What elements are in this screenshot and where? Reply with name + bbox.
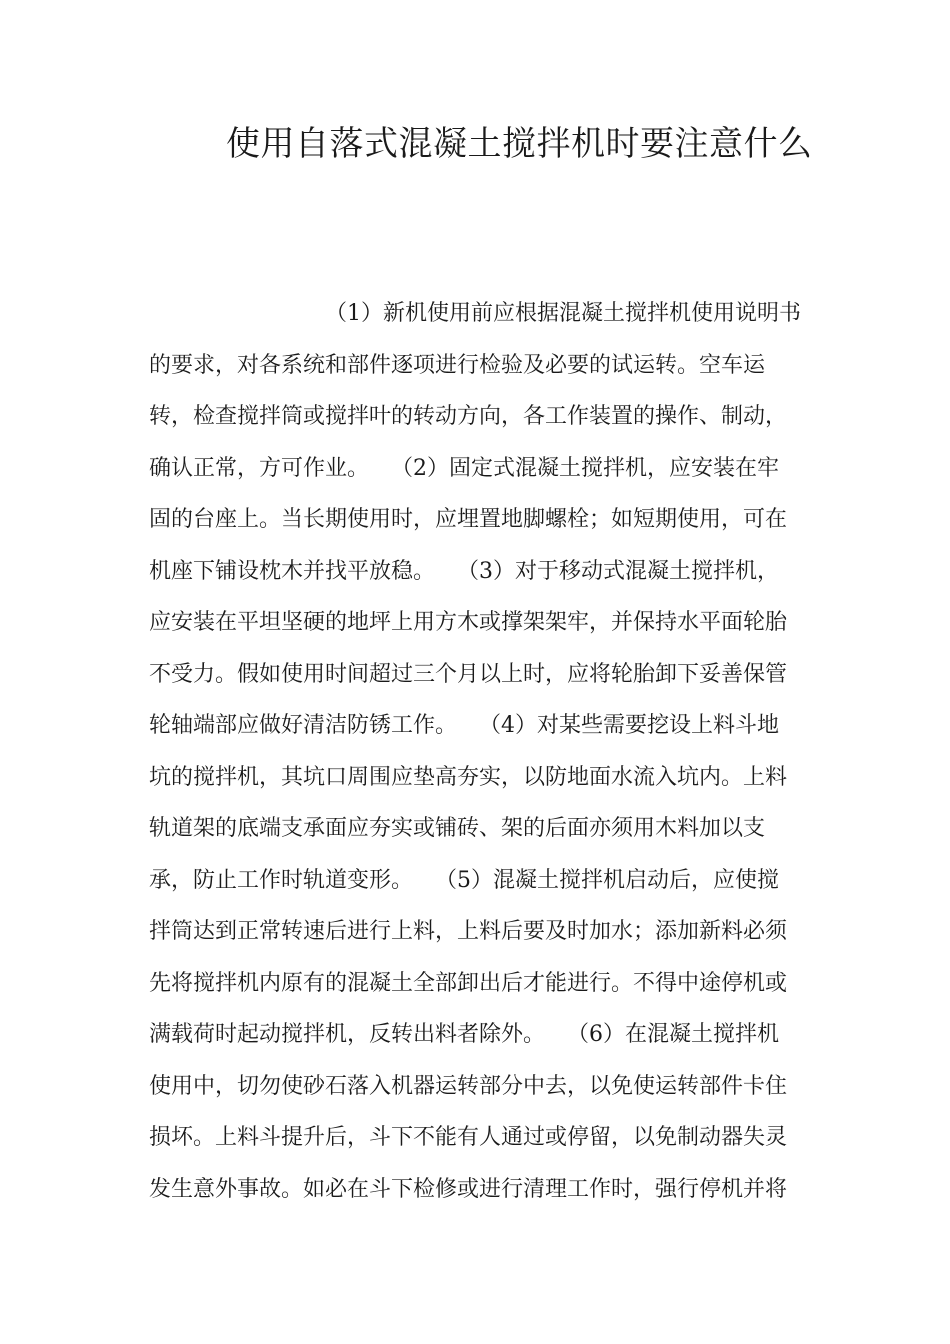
body-line: 发生意外事故。如必在斗下检修或进行清理工作时，强行停机并将 (149, 1176, 788, 1202)
body-line: 损坏。上料斗提升后，斗下不能有人通过或停留，以免制动器失灵 (149, 1125, 788, 1150)
body-line: 先将搅拌机内原有的混凝土全部卸出后才能进行。不得中途停机或 (149, 970, 788, 996)
document-body (149, 288, 809, 1215)
body-line: 坑的搅拌机，其坑口周围应垫高夯实，以防地面水流入坑内。上料 (149, 764, 788, 790)
body-line: 机座下铺设枕木并找平放稳。 （3）对于移动式混凝土搅拌机， (149, 558, 779, 584)
body-line: 确认正常，方可作业。 （2）固定式混凝土搅拌机，应安装在牢 (149, 455, 779, 481)
body-line: 满载荷时起动搅拌机，反转出料者除外。 （6）在混凝土搅拌机 (149, 1022, 779, 1047)
body-line: 转，检查搅拌筒或搅拌叶的转动方向，各工作装置的操作、制动， (149, 404, 788, 429)
body-line: 轨道架的底端支承面应夯实或铺砖、架的后面亦须用木料加以支 (149, 816, 766, 841)
body-line: 固的台座上。当长期使用时，应埋置地脚螺栓；如短期使用，可在 (149, 507, 788, 532)
body-line: （1）新机使用前应根据混凝土搅拌机使用说明书 (325, 301, 801, 326)
body-line: 承，防止工作时轨道变形。 （5）混凝土搅拌机启动后，应使搅 (149, 867, 779, 893)
body-line: 应安装在平坦坚硬的地坪上用方木或撑架架牢，并保持水平面轮胎 (149, 610, 788, 635)
body-line: 轮轴端部应做好清洁防锈工作。 （4）对某些需要挖设上料斗地 (149, 713, 779, 738)
document-title: 使用自落式混凝土搅拌机时要注意什么 (226, 124, 813, 164)
body-line: 使用中，切勿使砂石落入机器运转部分中去，以免使运转部件卡住 (149, 1073, 788, 1099)
body-line: 拌筒达到正常转速后进行上料，上料后要及时加水；添加新料必须 (149, 919, 788, 944)
body-line: 的要求，对各系统和部件逐项进行检验及必要的试运转。空车运 (149, 352, 766, 378)
body-line: 不受力。假如使用时间超过三个月以上时，应将轮胎卸下妥善保管 (149, 661, 788, 687)
